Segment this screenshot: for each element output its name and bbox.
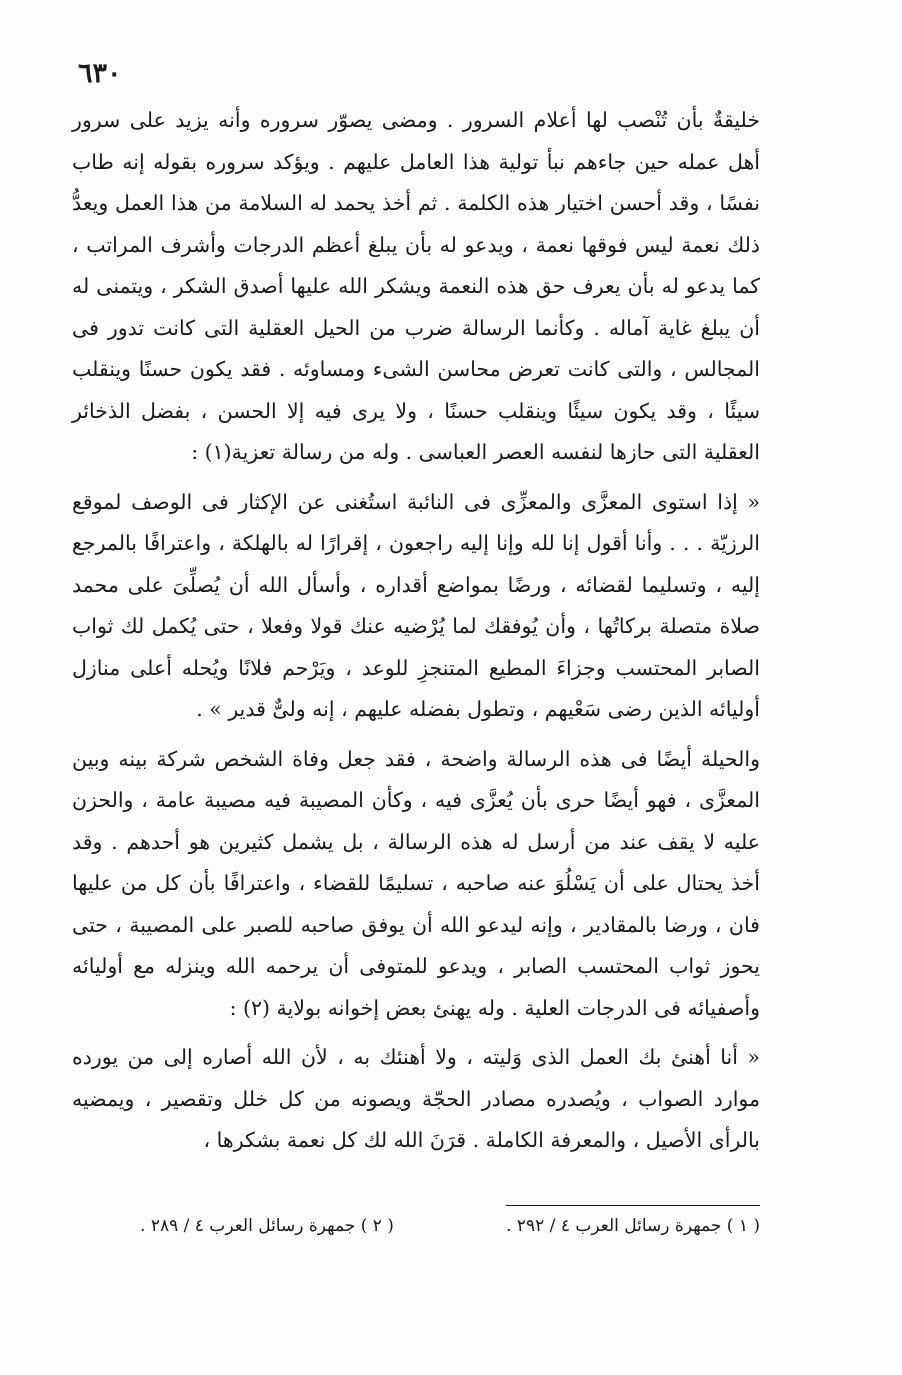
footnote-divider [506,1205,760,1206]
footnote-2: ( ٢ ) جمهرة رسائل العرب ٤ / ٢٨٩ . [140,1216,394,1236]
paragraph-analysis-2: والحيلة أيضًا فى هذه الرسالة واضحة ، فقد جعل وفاة الشخص شركة بينه وبين المعزَّى ، فهو أيضًا حرى بأن يُعزَّى فيه ، وكأن المصيبة فيه مصيبة عامة ، والحزن عليه لا يقف عند من أرسل له هذه الرسالة ، بل يشمل كثيرين هو أحدهم . وقد أخذ يحتال على أن يَسْلُوَ عنه صاحبه ، تسليمًا للقضاء ، واعترافًا بأن كل من عليها فان ، ورضا بالمقادير ، وإنه ليدعو الله أن يوفق صاحبه للصبر على المصيبة ، حتى يحوز ثواب المحتسب الصابر ، ويدعو للمتوفى أن يرحمه الله وينزله مع أوليائه وأصفيائه فى الدرجات العلية . وله يهنئ بعض إخوانه بولاية (٢) : [72,746,760,1020]
footnotes [140,1212,760,1240]
footnote-1: ( ١ ) جمهرة رسائل العرب ٤ / ٢٩٢ . [506,1216,760,1236]
page-number: ٦٣٠ [78,58,122,89]
quoted-letter-condolence: « إذا استوى المعزَّى والمعزِّى فى النائبة استُغنى عن الإكثار فى الوصف لموقع الرزيّة . . . وأنا أقول إنا لله وإنا إليه راجعون ، إقرارًا له بالهلكة ، واعترافًا بالمرجع إليه ، وتسليما لقضائه ، ورضًا بمواضع أقداره ، وأسأل الله أن يُصلِّىَ على محمد صلاة متصلة بركاتُها ، وأن يُوفقك لما يُرْضيه عنك قولا وفعلا ، حتى يُكمل لك ثواب الصابر المحتسب وجزاءَ المطيع المتنجزِ للوعد ، ويَرْحم فلانًا ويُحله أعلى منازل أوليائه الذين رضى سَعْيهم ، وتطول بفضله عليهم ، إنه ولىٌّ قدير » . [72,489,760,721]
quoted-letter-congratulation: « أنا أهنئ بك العمل الذى وَليته ، ولا أهنئك به ، لأن الله أصاره إلى من يورده موارد الصواب ، ويُصدره مصادر الحجّة ويصونه من كل خلل وتقصير ، ويمضيه بالرأى الأصيل ، والمعرفة الكاملة . قرَنَ الله لك كل نعمة بشكرها ، [72,1045,760,1152]
paragraph-analysis-1: خليقةٌ بأن تُنْصب لها أعلام السرور . ومضى يصوّر سروره وأنه يزيد على سرور أهل عمله حين جاءهم نبأ تولية هذا العامل عليهم . ويؤكد سروره بقوله إنه طاب نفسًا ، وقد أحسن اختيار هذه الكلمة . ثم أخذ يحمد له السلامة من هذا العمل ويعدُّ ذلك نعمة ليس فوقها نعمة ، ويدعو له بأن يبلغ أعظم الدرجات وأشرف المراتب ، كما يدعو له بأن يعرف حق هذه النعمة ويشكر الله عليها أصدق الشكر ، ويتمنى له أن يبلغ غاية آماله . وكأنما الرسالة ضرب من الحيل العقلية التى كانت تدور فى المجالس ، والتى كانت تعرض محاسن الشىء ومساوئه . فقد يكون حسنًا وينقلب سيئًا ، وقد يكون سيئًا وينقلب حسنًا ، ولا يرى فيه إلا الحسن ، بفضل الذخائر العقلية التى حازها لنفسه العصر العباسى . وله من رسالة تعزية(١) : [72,108,760,464]
body-text [72,100,760,1162]
